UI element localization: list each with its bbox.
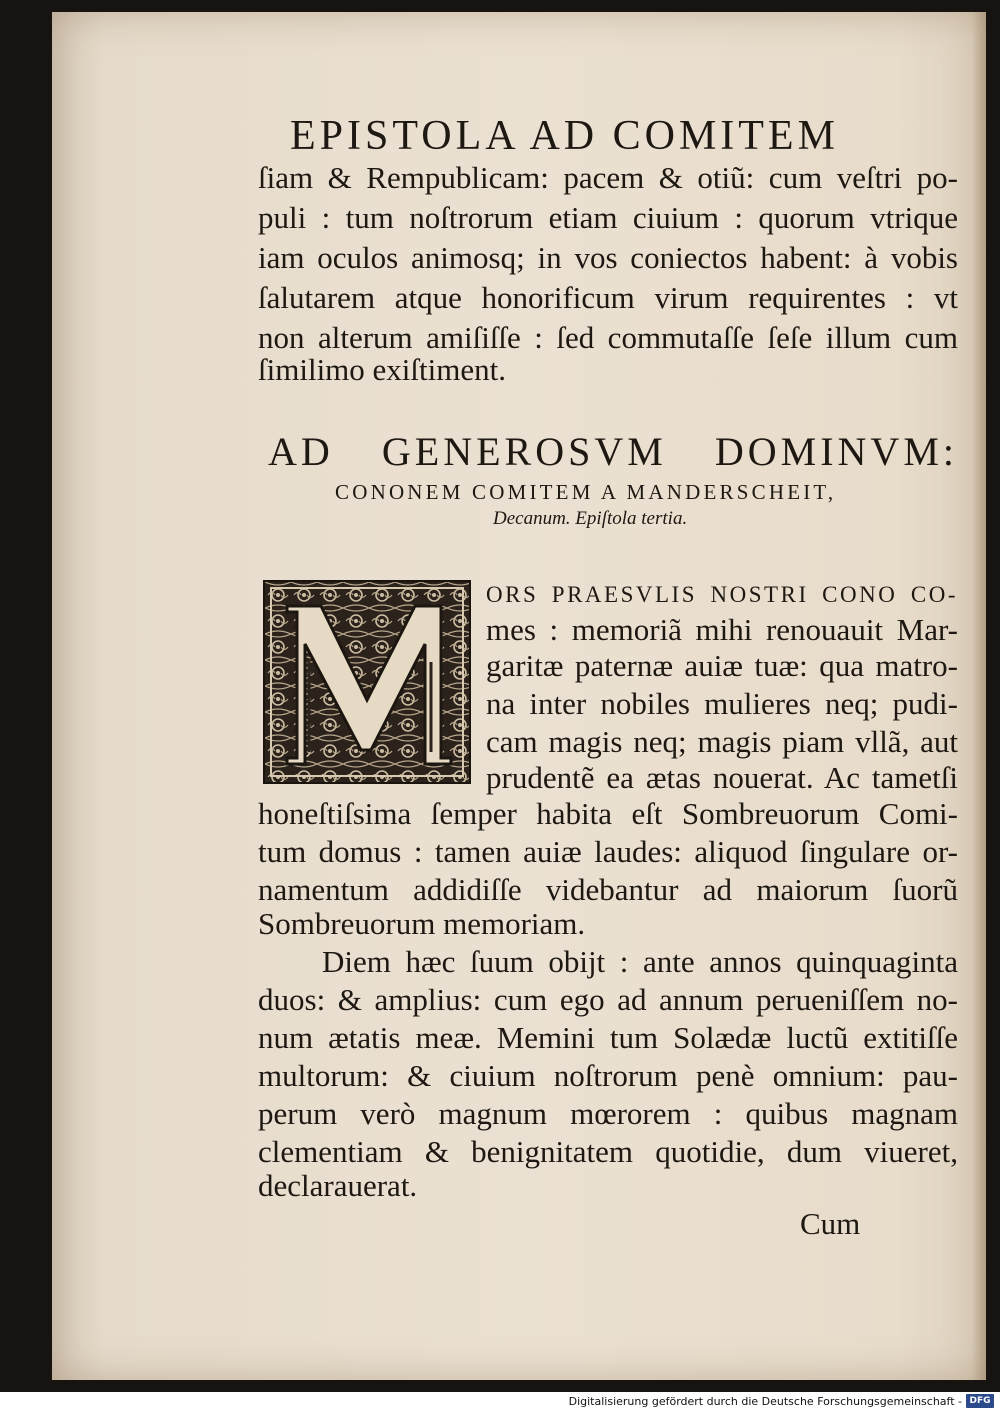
decorated-initial [263,580,471,784]
text-line: puli : tum noſtrorum etiam ciuium : quorum vtrique [258,200,958,235]
catchword: Cum [800,1206,861,1241]
letter-subheading: CONONEM COMITEM A MANDERSCHEIT, [335,480,837,504]
text-line: duos: & amplius: cum ego ad annum perueniſſem no- [258,982,958,1017]
text-line: prudentẽ ea ætas nouerat. Ac tametſi [486,760,958,795]
text-line: honeſtiſsima ſemper habita eſt Sombreuorum Comi- [258,796,958,831]
text-line: multorum: & ciuium noſtrorum penè omnium: pau- [258,1058,958,1093]
text-line: declarauerat. [258,1168,418,1203]
letter-heading: AD GENEROSVM DOMINVM: [268,429,958,474]
text-line: ſalutarem atque honorificum virum requirentes : vt [258,280,958,315]
text-line: ſimilimo exiſtiment. [258,352,506,387]
text-line: namentum addidiſſe videbantur ad maiorum ſuorũ [258,872,958,907]
text-line: perum verò magnum mœrorem : quibus magnam [258,1096,958,1131]
text-line: Sombreuorum memoriam. [258,906,586,941]
text-line: non alterum amiſiſſe : ſed commutaſſe ſeſe illum cum [258,320,958,355]
footer-credit: Digitalisierung gefördert durch die Deutsche Forschungsgemeinschaft - [568,1395,962,1408]
text-line: num ætatis meæ. Memini tum Solædæ luctũ extitiſſe [258,1020,958,1055]
letter-subheading-italic: Decanum. Epiſtola tertia. [493,508,688,529]
text-line: cam magis neq; magis piam vllã, aut [486,724,958,759]
running-head: EPISTOLA AD COMITEM [290,113,839,159]
text-line: na inter nobiles mulieres neq; pudi- [486,686,958,721]
text-line: iam oculos animosq; in vos coniectos habent: à vobis [258,240,958,275]
text-line: tum domus : tamen auiæ laudes: aliquod ſingulare or- [258,834,958,869]
text-line: ORS PRAESVLIS NOSTRI CONO CO- [486,582,958,607]
text-line: garitæ paternæ auiæ tuæ: qua matro- [486,648,958,683]
text-line: ſiam & Rempublicam: pacem & otiũ: cum veſtri po- [258,160,958,195]
dfg-logo: DFG [966,1394,994,1408]
text-line: clementiam & benignitatem quotidie, dum viueret, [258,1134,958,1169]
floral-initial-m-icon [265,582,469,782]
text-line: Diem hæc ſuum obijt : ante annos quinquaginta [322,944,958,979]
text-line: mes : memoriã mihi renouauit Mar- [486,612,958,647]
page-edge-shadow [972,12,986,1380]
